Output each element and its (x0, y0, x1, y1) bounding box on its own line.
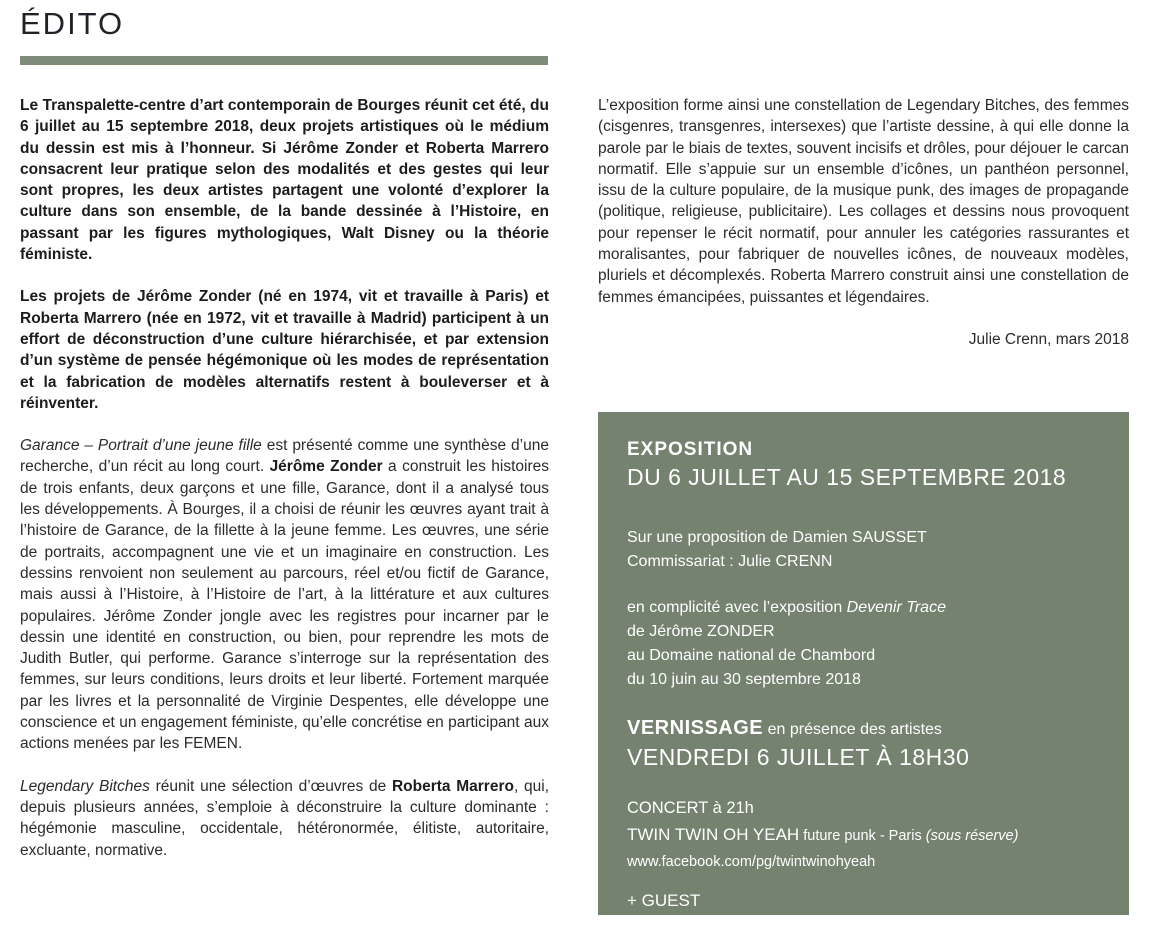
concert-block (627, 796, 1100, 874)
partner-exposition-block (627, 596, 1100, 692)
vernissage-date: VENDREDI 6 JUILLET À 18H30 (627, 744, 970, 770)
proposal-block (627, 526, 1100, 574)
vernissage-block (627, 717, 1100, 771)
left-column (20, 95, 549, 882)
exposition-dates: DU 6 JUILLET AU 15 SEPTEMBRE 2018 (627, 464, 1067, 490)
proposal-line: Sur une proposition de Damien SAUSSET (627, 529, 927, 546)
vernissage-line (627, 717, 1100, 740)
partner-dates-line: du 10 juin au 30 septembre 2018 (627, 671, 861, 688)
band-line: TWIN TWIN OH YEAH future punk - Paris (sous réserve) (627, 825, 1019, 844)
exposition-info-box (598, 412, 1129, 915)
vernissage-title: VERNISSAGE (627, 717, 764, 739)
curator-line: Commissariat : Julie CRENN (627, 553, 833, 570)
paragraph: Garance – Portrait d’une jeune fille est présenté comme une synthèse d’une recherche, d’un récit au long court. Jérôme Zonder a construit les histoires de trois enfants, deux garçons et une fille, Garance, dont il a analysé tous les développements. À Bourges, il a choisi de réunir les œuvres ayant trait à l’histoire de Garance, de la fillette à la jeune femme. Les œuvres, une série de portraits, accompagnent une vie et un imaginaire en construction. Les dessins renvoient non seulement au parcours, réel et/ou fictif de Garance, mais aussi à l’Histoire, à l’Histoire de l’art, à la littérature et aux cultures populaires. Jérôme Zonder jongle avec les registres pour incarner par le dessin une identité en construction, ou bien, pour reprendre les mots de Judith Butler, qui performe. Garance s’interroge sur la représentation des femmes, sur leurs conditions, leurs droits et leur liberté. Fortement marquée par les livres et la personnalité de Virginie Despentes, elle développe une conscience et un engagement féministe, qu’elle concrétise en participant aux actions menées par les FEMEN. (20, 437, 549, 753)
facebook-url: www.facebook.com/pg/twintwinohyeah (627, 854, 876, 870)
vernissage-subtitle: en présence des artistes (763, 721, 942, 738)
paragraph: Les projets de Jérôme Zonder (né en 1974, vit et travaille à Paris) et Roberta Marrero (née en 1972, vit et travaille à Madrid) participent à un effort de déconstruction d’une culture hiérarchisée, et par extension d’un système de pensée hégémonique où les modes de représentation et la fabrication de modèles alternatifs restent à bouleverser et à réinventer. (20, 288, 549, 412)
concert-time-line: CONCERT à 21h (627, 799, 754, 817)
exposition-heading: EXPOSITION (627, 439, 754, 460)
right-column (598, 95, 1129, 350)
paragraph: Legendary Bitches réunit une sélection d’œuvres de Roberta Marrero, qui, depuis plusieurs années, s’emploie à déconstruire la culture dominante : hégémonie masculine, occidentale, hétéronormée, élitiste, autoritaire, excluante, normative. (20, 777, 550, 859)
paragraph: L’exposition forme ainsi une constellation de Legendary Bitches, des femmes (cisgenres, transgenres, intersexes) que l’artiste dessine, à qui elle donne la parole par le biais de textes, souvent incisifs et drôles, pour déjouer le carcan normatif. Elle s’appuie sur un ensemble d’icônes, un panthéon personnel, issu de la culture populaire, de la musique punk, des images de propagande (politique, religieuse, publicitaire). Les collages et dessins nous provoquent pour repenser le récit normatif, pour annuler les catégories rassurantes et moralisantes, pour fabriquer de nouvelles icônes, de nouveaux modèles, pluriels et décomplexés. Roberta Marrero construit ainsi une constellation de femmes émancipées, puissantes et légendaires. (598, 97, 1129, 306)
paragraph: Le Transpalette-centre d’art contemporain de Bourges réunit cet été, du 6 juillet au 15 septembre 2018, deux projets artistiques où le médium du dessin est mis à l’honneur. Si Jérôme Zonder et Roberta Marrero consacrent leur pratique selon des modalités et des gestes qui leur sont propres, les deux artistes partagent une volonté d’explorer la culture dans son ensemble, de la bande dessinée à l’Histoire, en passant par les figures mythologiques, Walt Disney ou la théorie féministe. (20, 97, 549, 264)
author-signature: Julie Crenn, mars 2018 (968, 330, 1129, 348)
partner-artist-line: de Jérôme ZONDER (627, 623, 775, 640)
partner-exposition-line: en complicité avec l’exposition Devenir Trace (627, 599, 946, 616)
partner-venue-line: au Domaine national de Chambord (627, 647, 876, 664)
guest-line: + GUEST (627, 891, 701, 910)
accent-bar-divider (20, 56, 548, 65)
page-title: ÉDITO (20, 6, 125, 41)
